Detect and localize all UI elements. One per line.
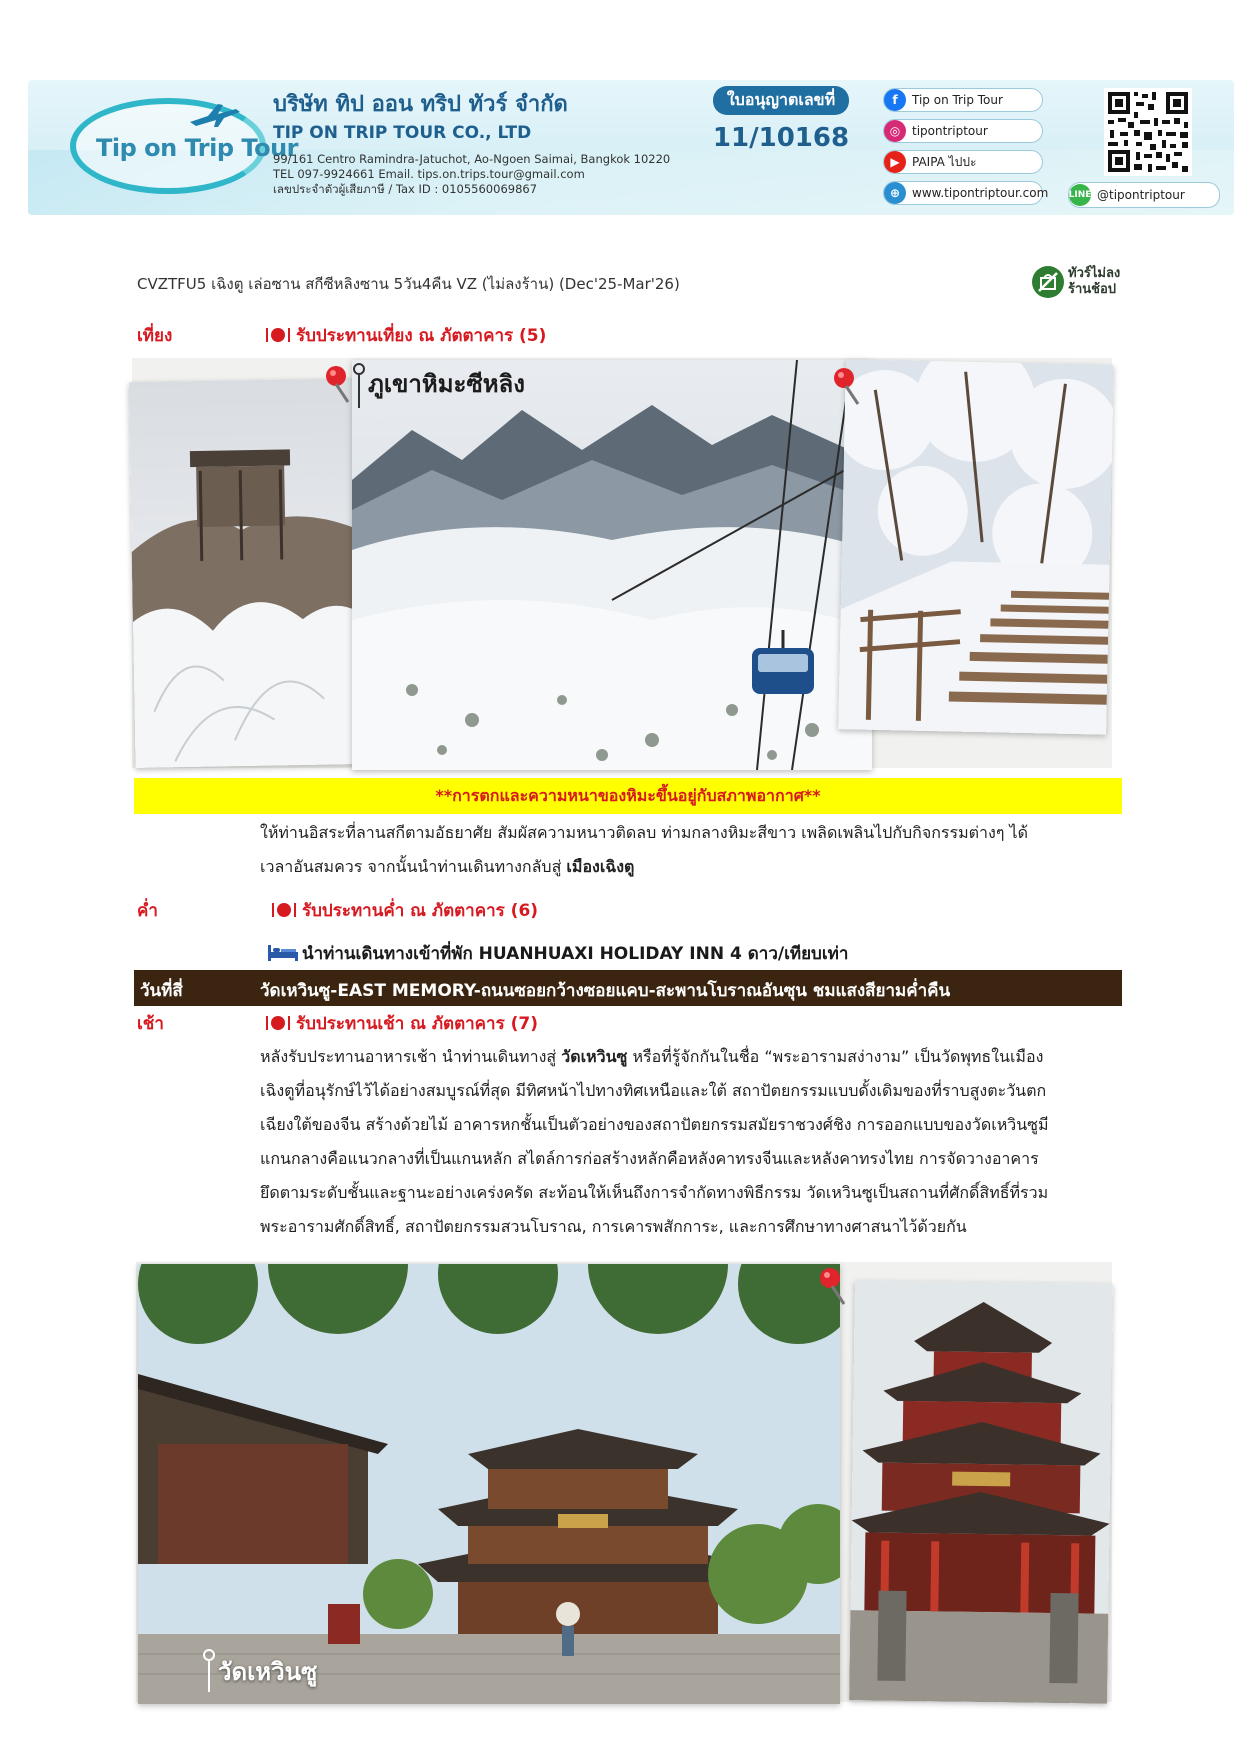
- temple-name: วัดเหวินซู: [561, 1047, 628, 1066]
- no-shop-line-2: ร้านช้อป: [1068, 282, 1117, 297]
- temple-paragraph-line-3: เฉียงใต้ของจีน สร้างด้วยไม้ อาคารหกชั้นเป็นตัวอย่างของสถาปัตยกรรมสมัยราชวงศ์ชิง การออกแบบของวัดเหวินซูมี: [260, 1115, 1049, 1134]
- dinner-text: [272, 897, 538, 924]
- temple-text: หรือที่รู้จักกันในชื่อ “พระอารามสง่างาม” เป็นวัดพุทธในเมือง: [627, 1047, 1044, 1066]
- dinner-text-label: รับประทานค่ำ ณ ภัตตาคาร (6): [302, 901, 539, 921]
- social-label: www.tipontriptour.com: [912, 186, 1049, 200]
- social-website[interactable]: [883, 181, 1049, 205]
- day-number: วันที่สี่: [140, 981, 183, 1001]
- social-label: Tip on Trip Tour: [912, 93, 1003, 107]
- snow-notice-text: **การตกและความหนาของหิมะขึ้นอยู่กับสภาพอากาศ**: [435, 785, 821, 805]
- dining-icon: [266, 1015, 290, 1031]
- company-name-en: TIP ON TRIP TOUR CO., LTD: [273, 123, 532, 143]
- qr-code-icon[interactable]: [1104, 88, 1192, 176]
- pushpin-icon: [322, 364, 356, 404]
- wenshu-pagoda-image: [849, 1280, 1113, 1704]
- company-name-th: บริษัท ทิป ออน ทริป ทัวร์ จำกัด: [273, 92, 568, 117]
- dinner-label: ค่ำ: [137, 901, 158, 921]
- company-address: 99/161 Centro Ramindra-Jatuchot, Ao-Ngoen Saimai, Bangkok 10220: [273, 152, 671, 166]
- lunch-label: เที่ยง: [137, 326, 173, 346]
- temple-paragraph-line-1: [260, 1040, 1120, 1074]
- wenshu-courtyard-image: [138, 1264, 840, 1704]
- social-instagram[interactable]: [883, 119, 1043, 143]
- social-links: [883, 88, 1049, 212]
- snow-notice-bar: [134, 778, 1122, 814]
- temple-paragraph-line-4: แกนกลางคือแนวกลางที่เป็นแกนหลัก สไตล์การก่อสร้างหลักคือหลังคาทรงจีนและหลังคาทรงไทย การจัดวางอาคาร: [260, 1149, 1039, 1168]
- location-marker-icon: [352, 362, 366, 412]
- temple-paragraph: [260, 1040, 1120, 1244]
- company-contact: TEL 097-9924661 Email. tips.on.trips.tour@gmail.com: [273, 167, 585, 181]
- pushpin-icon: [828, 366, 862, 406]
- temple-text: หลังรับประทานอาหารเช้า นำท่านเดินทางสู่: [260, 1047, 562, 1066]
- youtube-icon: ▶: [884, 151, 906, 173]
- bed-icon: [268, 945, 298, 961]
- destination-city: เมืองเฉิงตู: [566, 857, 635, 876]
- ski-paragraph-line-2: [260, 850, 1120, 884]
- company-logo: [70, 92, 298, 204]
- photo-frozen-tower: [129, 378, 381, 768]
- ski-paragraph-line-1: ให้ท่านอิสระที่ลานสกีตามอัธยาศัย สัมผัสความหนาวติดลบ ท่ามกลางหิมะสีขาว เพลิดเพลินไปกับกิจกรรมต่างๆ ได้: [260, 823, 1028, 842]
- line-icon: LINE: [1069, 184, 1091, 206]
- photo-cable-car: [352, 360, 872, 770]
- photo-snow-stairs: [838, 359, 1114, 735]
- social-label: PAIPA ไปปะ: [912, 154, 977, 169]
- pushpin-icon: [814, 1266, 848, 1306]
- ski-paragraph: [260, 816, 1120, 884]
- logo-text: Tip on Trip Tour: [96, 134, 298, 162]
- social-facebook[interactable]: [883, 88, 1043, 112]
- line-id-label: @tipontriptour: [1097, 188, 1185, 202]
- no-shop-line-1: ทัวร์ไม่ลง: [1068, 266, 1121, 281]
- license-label: ใบอนุญาตเลขที่: [713, 86, 849, 115]
- photo-caption-xiling: ภูเขาหิมะซีหลิง: [368, 370, 525, 398]
- breakfast-label: เช้า: [137, 1014, 164, 1034]
- web-icon: ⊕: [884, 182, 906, 204]
- temple-paragraph-line-5: ยึดตามระดับชั้นและฐานะอย่างเคร่งครัด สะท้อนให้เห็นถึงการจำกัดทางพิธีกรรม วัดเหวินซูเป็นสถานที่ศักดิ์สิทธิ์ที่รวม: [260, 1183, 1049, 1202]
- cable-car-image: [352, 360, 872, 770]
- breakfast-text: [266, 1010, 538, 1037]
- location-marker-icon: [202, 1648, 216, 1694]
- hotel-line: [268, 940, 848, 967]
- dining-icon: [272, 902, 296, 918]
- no-shop-icon: [1032, 266, 1064, 298]
- snow-stairs-image: [838, 359, 1114, 735]
- no-shop-label: [1068, 266, 1128, 298]
- social-label: tipontriptour: [912, 124, 988, 138]
- day-itinerary-title: วัดเหวินซู-EAST MEMORY-ถนนซอยกว้างซอยแคบ-สะพานโบราณอันซุน ชมแสงสียามค่ำคืน: [260, 981, 951, 1001]
- lunch-text: [266, 322, 546, 349]
- company-tax-id: เลขประจำตัวผู้เสียภาษี / Tax ID : 0105560069867: [273, 182, 538, 196]
- day-header-bar: [134, 970, 1122, 1006]
- company-banner: [28, 80, 1234, 215]
- airplane-icon: [188, 100, 244, 130]
- license-number: 11/10168: [712, 123, 850, 153]
- social-youtube[interactable]: [883, 150, 1043, 174]
- line-id-link[interactable]: [1068, 182, 1220, 208]
- frozen-tower-image: [129, 378, 381, 768]
- temple-paragraph-line-2: เฉิงตูที่อนุรักษ์ไว้ได้อย่างสมบูรณ์ที่สุด มีทิศหน้าไปทางทิศเหนือและใต้ สถาปัตยกรรมแบบดั้งเดิมของที่ราบสูงตะวันตก: [260, 1081, 1047, 1100]
- photo-wenshu-courtyard: [138, 1264, 840, 1704]
- license-box: [696, 86, 866, 153]
- ski-paragraph-text: เวลาอันสมควร จากนั้นนำท่านเดินทางกลับสู่: [260, 857, 567, 876]
- tour-code-title: CVZTFU5 เฉิงตู เล่อซาน สกีซีหลิงซาน 5วัน4คืน VZ (ไม่ลงร้าน) (Dec'25-Mar'26): [137, 275, 680, 293]
- hotel-text: นำท่านเดินทางเข้าที่พัก HUANHUAXI HOLIDAY INN 4 ดาว/เทียบเท่า: [302, 944, 849, 964]
- temple-paragraph-line-6: พระอารามศักดิ์สิทธิ์, สถาปัตยกรรมสวนโบราณ, การเคารพสักการะ, และการศึกษาทางศาสนาไว้ด้วยกัน: [260, 1217, 967, 1236]
- instagram-icon: ◎: [884, 120, 906, 142]
- breakfast-text-label: รับประทานเช้า ณ ภัตตาคาร (7): [296, 1014, 539, 1034]
- lunch-text-label: รับประทานเที่ยง ณ ภัตตาคาร (5): [296, 326, 547, 346]
- facebook-icon: f: [884, 89, 906, 111]
- dining-icon: [266, 327, 290, 343]
- company-info: [273, 90, 743, 197]
- photo-caption-wenshu: วัดเหวินซู: [218, 1658, 318, 1686]
- no-shop-badge: [1032, 264, 1122, 304]
- photo-wenshu-pagoda: [849, 1280, 1113, 1704]
